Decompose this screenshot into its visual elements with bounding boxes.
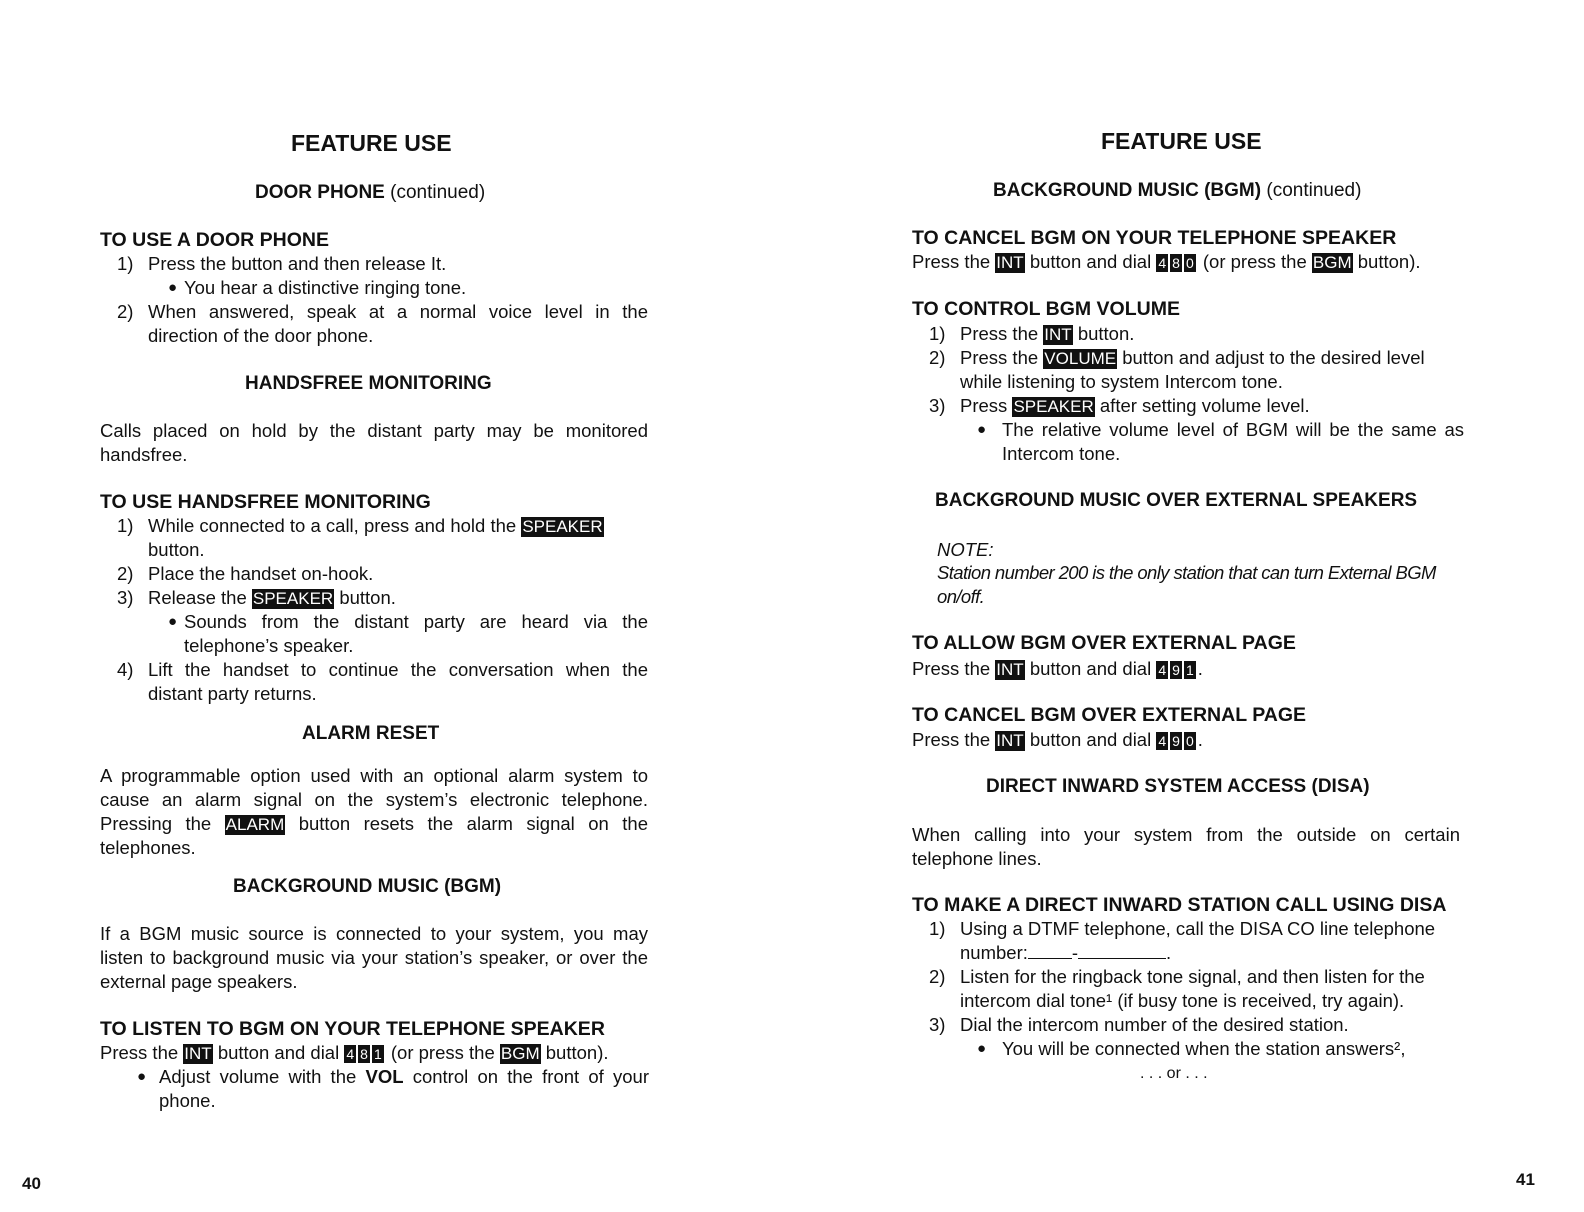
digit-key: 8: [1172, 255, 1180, 271]
digit-key: 8: [360, 1046, 368, 1062]
bgm-paragraph: If a BGM music source is connected to your system, you may listen to background music via your station’s speaker, or over the external page speakers.: [100, 923, 648, 992]
control-step-2: 2) Press the VOLUME button and adjust to the desired level while listening to system Intercom tone.: [929, 347, 1425, 392]
digit-key: 0: [1185, 733, 1194, 749]
page-title: FEATURE USE: [1101, 128, 1262, 154]
door-step-2: 2) When answered, speak at a normal voice level in the direction of the door phone.: [117, 301, 648, 346]
volume-key: VOLUME: [1044, 349, 1117, 368]
int-key: INT: [1044, 325, 1072, 344]
disa-step-2: 2) Listen for the ringback tone signal, and then listen for the intercom dial tone¹ (if busy tone is received, try again).: [929, 966, 1425, 1011]
page-number: 40: [22, 1174, 41, 1193]
digit-key: 1: [1185, 662, 1194, 678]
right-page: [792, 0, 1584, 1212]
control-step-3: 3) Press SPEAKER after setting volume level.: [929, 395, 1310, 416]
cancel-external-instruction: Press the INT button and dial 4 9 0 .: [912, 729, 1203, 750]
alarm-key: ALARM: [225, 815, 285, 834]
page-number: 41: [1516, 1170, 1535, 1189]
cancel-external-heading: TO CANCEL BGM OVER EXTERNAL PAGE: [912, 704, 1307, 726]
blank-field: [1028, 942, 1072, 959]
digit-key: 0: [1185, 255, 1194, 271]
external-speakers-title: BACKGROUND MUSIC OVER EXTERNAL SPEAKERS: [935, 490, 1418, 511]
section-subtitle: DOOR PHONE (continued): [255, 182, 486, 203]
digit-key: 1: [373, 1046, 382, 1062]
or-separator: . . . or . . .: [1140, 1065, 1208, 1082]
handsfree-step-2: 2) Place the handset on-hook.: [117, 563, 374, 584]
cancel-bgm-instruction: Press the INT button and dial 4 8 0 (or press the BGM button).: [912, 251, 1421, 272]
disa-step-1: 1) Using a DTMF telephone, call the DISA CO line telephone number: - .: [929, 918, 1436, 963]
listen-bgm-instruction: Press the INT button and dial 4 8 1 (or press the BGM button).: [100, 1042, 609, 1063]
bgm-title: BACKGROUND MUSIC (BGM): [233, 876, 502, 897]
speaker-key: SPEAKER: [252, 589, 334, 608]
handsfree-bullet: ● Sounds from the distant party are heard via the telephone’s speaker.: [168, 611, 648, 656]
digit-key: 4: [1158, 662, 1167, 678]
speaker-key: SPEAKER: [522, 517, 603, 536]
door-phone-heading: TO USE A DOOR PHONE: [100, 229, 329, 251]
digit-key: 9: [1172, 733, 1180, 749]
listen-bgm-bullet: ● Adjust volume with the VOL control on the front of your phone.: [137, 1066, 649, 1111]
control-bullet: ● The relative volume level of BGM will be the same as Intercom tone.: [977, 419, 1464, 464]
handsfree-title: HANDSFREE MONITORING: [245, 373, 492, 394]
int-key: INT: [184, 1044, 212, 1063]
digit-key: 4: [1158, 255, 1167, 271]
control-step-1: 1) Press the INT button.: [929, 323, 1135, 344]
disa-bullet: ● You will be connected when the station answers²,: [977, 1038, 1406, 1059]
section-subtitle: BACKGROUND MUSIC (BGM) (continued): [993, 180, 1362, 201]
int-key: INT: [996, 253, 1024, 272]
note-text: Station number 200 is the only station that can turn External BGM on/off.: [937, 562, 1436, 607]
disa-heading: TO MAKE A DIRECT INWARD STATION CALL USING DISA: [912, 894, 1447, 916]
digit-key: 4: [346, 1046, 355, 1062]
handsfree-step-1: 1) While connected to a call, press and hold the SPEAKER button.: [117, 515, 603, 560]
door-bullet: ● You hear a distinctive ringing tone.: [168, 277, 467, 298]
disa-title: DIRECT INWARD SYSTEM ACCESS (DISA): [986, 776, 1370, 797]
alarm-reset-title: ALARM RESET: [302, 723, 440, 744]
listen-bgm-heading: TO LISTEN TO BGM ON YOUR TELEPHONE SPEAKER: [100, 1018, 605, 1040]
digit-key: 9: [1172, 662, 1180, 678]
blank-field: [1078, 942, 1166, 959]
allow-external-heading: TO ALLOW BGM OVER EXTERNAL PAGE: [912, 632, 1296, 654]
control-volume-heading: TO CONTROL BGM VOLUME: [912, 298, 1180, 320]
int-key: INT: [996, 731, 1024, 750]
handsfree-paragraph: Calls placed on hold by the distant party may be monitored handsfree.: [100, 420, 648, 465]
page-title: FEATURE USE: [291, 130, 452, 156]
handsfree-heading: TO USE HANDSFREE MONITORING: [100, 491, 431, 513]
alarm-paragraph: A programmable option used with an optional alarm system to cause an alarm signal on the system’s electronic telephone. Pressing the ALARM button resets the alarm signal on the telephones.: [100, 765, 649, 858]
bgm-key: BGM: [500, 1044, 540, 1063]
int-key: INT: [996, 660, 1024, 679]
handsfree-step-3: 3) Release the SPEAKER button.: [117, 587, 396, 608]
note-label: NOTE:: [937, 539, 994, 560]
speaker-key: SPEAKER: [1013, 397, 1094, 416]
handsfree-step-4: 4) Lift the handset to continue the conversation when the distant party returns.: [117, 659, 648, 704]
cancel-bgm-heading: TO CANCEL BGM ON YOUR TELEPHONE SPEAKER: [912, 227, 1397, 249]
disa-paragraph: When calling into your system from the outside on certain telephone lines.: [912, 824, 1460, 869]
door-step-1: 1) Press the button and then release It.: [117, 253, 447, 274]
allow-external-instruction: Press the INT button and dial 4 9 1 .: [912, 658, 1203, 679]
bgm-key: BGM: [1312, 253, 1352, 272]
digit-key: 4: [1158, 733, 1167, 749]
disa-step-3: 3) Dial the intercom number of the desired station.: [929, 1014, 1349, 1035]
